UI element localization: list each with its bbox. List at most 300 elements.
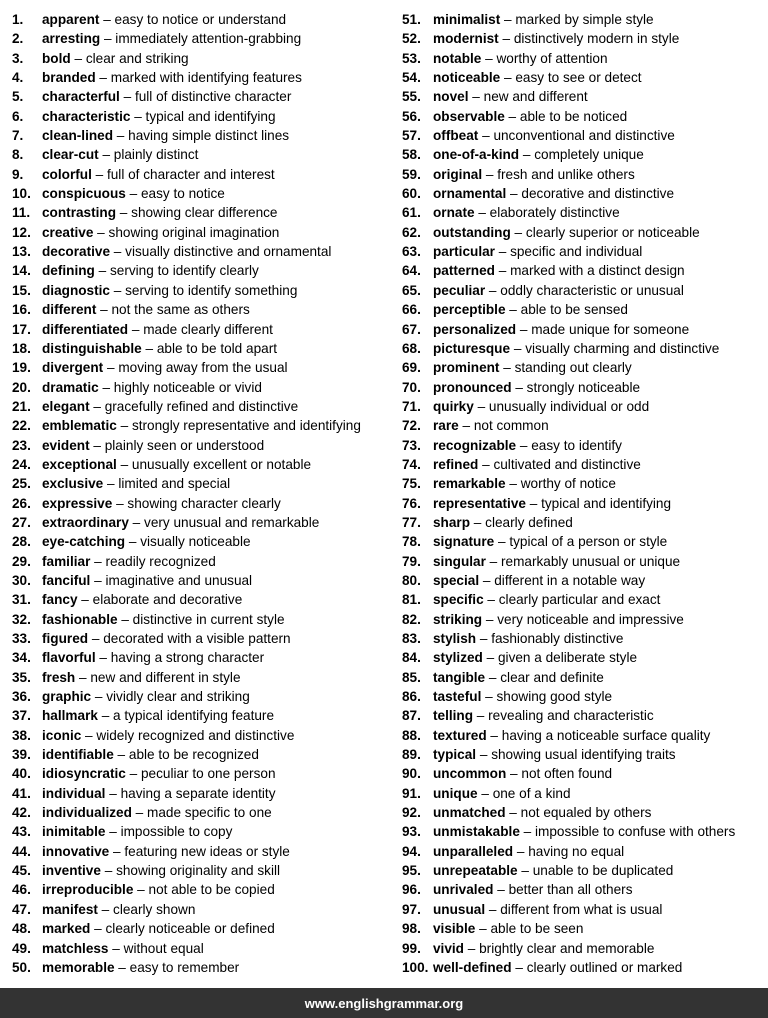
item-number: 64. — [402, 263, 421, 279]
list-item — [402, 648, 764, 667]
item-number: 45. — [12, 863, 31, 879]
item-number: 36. — [12, 689, 31, 705]
list-item — [12, 629, 390, 648]
list-item — [12, 687, 390, 706]
item-word: hallmark — [42, 708, 98, 724]
list-item — [12, 29, 390, 48]
item-number: 24. — [12, 456, 31, 472]
item-separator: – — [511, 379, 527, 395]
list-item — [12, 822, 390, 841]
item-separator: – — [498, 31, 514, 47]
item-definition: marked with a distinct design — [510, 263, 685, 279]
item-word: specific — [433, 592, 484, 608]
item-separator: – — [91, 166, 107, 182]
item-definition: visually noticeable — [140, 534, 251, 550]
item-word: eye-catching — [42, 534, 126, 550]
item-number: 31. — [12, 592, 31, 608]
list-item — [12, 571, 390, 590]
item-word: elegant — [42, 398, 90, 414]
item-number: 75. — [402, 476, 421, 492]
item-word: innovative — [42, 843, 110, 859]
item-word: prominent — [433, 360, 500, 376]
list-item — [402, 629, 764, 648]
item-number: 65. — [402, 282, 421, 298]
item-word: exclusive — [42, 476, 104, 492]
item-definition: full of distinctive character — [134, 89, 292, 105]
list-item — [402, 242, 764, 261]
list-item — [12, 784, 390, 803]
item-separator: – — [505, 302, 521, 318]
item-number: 42. — [12, 805, 31, 821]
item-word: patterned — [433, 263, 495, 279]
item-number: 61. — [402, 205, 421, 221]
item-number: 53. — [402, 50, 421, 66]
item-definition: distinctive in current style — [132, 611, 285, 627]
item-separator: – — [474, 205, 490, 221]
item-separator: – — [117, 611, 133, 627]
item-number: 49. — [12, 940, 31, 956]
item-number: 78. — [402, 534, 421, 550]
list-item — [402, 320, 764, 339]
item-word: contrasting — [42, 205, 117, 221]
list-item — [12, 49, 390, 68]
list-item — [12, 378, 390, 397]
item-number: 83. — [402, 631, 421, 646]
item-separator: – — [478, 456, 494, 472]
item-separator: – — [475, 921, 491, 937]
item-number: 99. — [402, 940, 421, 956]
item-definition: showing originality and skill — [116, 863, 281, 879]
item-definition: able to be told apart — [156, 340, 277, 356]
item-number: 90. — [402, 766, 421, 782]
item-number: 2. — [12, 31, 24, 47]
item-number: 27. — [12, 514, 31, 530]
item-word: novel — [433, 89, 469, 105]
item-separator: – — [77, 592, 93, 608]
item-definition: made clearly different — [143, 321, 273, 337]
item-separator: – — [482, 611, 498, 627]
item-number: 4. — [12, 70, 24, 86]
item-word: particular — [433, 244, 495, 260]
item-number: 34. — [12, 650, 31, 666]
item-number: 54. — [402, 70, 421, 86]
item-word: exceptional — [42, 456, 117, 472]
item-definition: oddly characteristic or unusual — [500, 282, 684, 298]
item-word: observable — [433, 108, 505, 124]
item-number: 16. — [12, 302, 31, 318]
item-separator: – — [485, 282, 501, 298]
item-separator: – — [485, 669, 501, 685]
list-item — [12, 939, 390, 958]
list-item — [12, 416, 390, 435]
item-separator: – — [113, 747, 129, 763]
item-word: recognizable — [433, 437, 517, 453]
item-separator: – — [516, 321, 532, 337]
item-word: fashionable — [42, 611, 118, 627]
item-word: fresh — [42, 669, 76, 685]
item-number: 56. — [402, 108, 421, 124]
item-definition: showing character clearly — [127, 495, 281, 511]
item-separator: – — [90, 921, 106, 937]
item-word: inimitable — [42, 824, 106, 840]
item-word: different — [42, 302, 97, 318]
list-item — [402, 610, 764, 629]
item-word: unusual — [433, 901, 486, 917]
item-separator: – — [116, 418, 132, 434]
item-number: 35. — [12, 669, 31, 685]
item-definition: very unusual and remarkable — [144, 514, 320, 530]
item-separator: – — [109, 282, 126, 298]
item-number: 87. — [402, 708, 421, 724]
item-number: 86. — [402, 689, 421, 705]
item-number: 1. — [12, 12, 24, 27]
item-word: apparent — [42, 12, 100, 27]
list-item — [402, 145, 764, 164]
item-definition: a typical identifying feature — [113, 708, 275, 724]
item-number: 6. — [12, 108, 24, 124]
item-word: dramatic — [42, 379, 99, 395]
list-item — [12, 513, 390, 532]
list-item — [402, 261, 764, 280]
list-item — [402, 745, 764, 764]
item-separator: – — [513, 843, 529, 859]
item-definition: different from what is usual — [500, 901, 663, 917]
list-item — [12, 900, 390, 919]
item-number: 55. — [402, 89, 421, 105]
item-number: 12. — [12, 224, 31, 240]
item-separator: – — [103, 476, 119, 492]
item-definition: clear and definite — [500, 669, 604, 685]
item-number: 100. — [402, 959, 429, 975]
item-definition: typical and identifying — [145, 108, 276, 124]
item-definition: marked with identifying features — [110, 70, 302, 86]
item-word: fanciful — [42, 572, 91, 588]
list-item — [12, 184, 390, 203]
item-number: 63. — [402, 244, 421, 260]
item-word: irreproducible — [42, 882, 134, 898]
list-item — [12, 300, 390, 319]
item-definition: standing out clearly — [514, 360, 632, 376]
item-separator: – — [99, 12, 115, 27]
item-number: 20. — [12, 379, 31, 395]
item-separator: – — [110, 244, 126, 260]
list-item — [12, 880, 390, 899]
item-word: special — [433, 572, 480, 588]
item-separator: – — [510, 340, 526, 356]
item-word: individual — [42, 785, 106, 801]
item-word: ornate — [433, 205, 475, 221]
list-item — [12, 455, 390, 474]
item-separator: – — [506, 186, 522, 202]
item-number: 22. — [12, 418, 31, 434]
item-word: bold — [42, 50, 71, 66]
list-item — [12, 261, 390, 280]
item-word: clean-lined — [42, 128, 114, 144]
item-number: 97. — [402, 901, 421, 917]
item-word: differentiated — [42, 321, 129, 337]
item-number: 52. — [402, 31, 421, 47]
item-definition: given a deliberate style — [498, 650, 638, 666]
item-separator: – — [130, 108, 146, 124]
item-number: 60. — [402, 186, 421, 202]
item-definition: having no equal — [528, 843, 625, 859]
item-separator: – — [128, 514, 145, 530]
item-definition: new and different — [483, 89, 588, 105]
item-separator: – — [468, 89, 484, 105]
item-word: memorable — [42, 959, 115, 975]
list-item — [402, 784, 764, 803]
item-separator: – — [519, 147, 535, 163]
item-definition: easy to notice — [140, 186, 225, 202]
item-definition: able to be seen — [490, 921, 584, 937]
item-definition: marked by simple style — [515, 12, 654, 27]
list-item — [402, 165, 764, 184]
item-definition: highly noticeable or vivid — [113, 379, 262, 395]
item-word: signature — [433, 534, 495, 550]
item-word: marked — [42, 921, 91, 937]
list-item — [402, 764, 764, 783]
item-word: visible — [433, 921, 476, 937]
item-definition: decorated with a visible pattern — [103, 631, 291, 646]
item-separator: – — [97, 708, 114, 724]
item-word: striking — [433, 611, 483, 627]
list-item — [12, 803, 390, 822]
list-item — [12, 668, 390, 687]
item-definition: visually distinctive and ornamental — [125, 244, 332, 260]
item-definition: full of character and interest — [106, 166, 275, 182]
item-separator: – — [476, 631, 492, 646]
item-definition: gracefully refined and distinctive — [104, 398, 299, 414]
item-definition: different in a notable way — [494, 572, 646, 588]
item-separator: – — [95, 650, 111, 666]
item-word: characterful — [42, 89, 120, 105]
item-separator: – — [131, 805, 148, 821]
item-word: rare — [433, 418, 459, 434]
list-item — [12, 861, 390, 880]
item-word: extraordinary — [42, 514, 129, 530]
list-item — [402, 49, 764, 68]
item-definition: revealing and characteristic — [488, 708, 654, 724]
item-definition: worthy of notice — [520, 476, 616, 492]
item-separator: – — [505, 476, 521, 492]
item-word: stylized — [433, 650, 483, 666]
item-word: clear-cut — [42, 147, 99, 163]
list-item — [402, 474, 764, 493]
item-number: 57. — [402, 128, 421, 144]
item-separator: – — [500, 12, 516, 27]
item-separator: – — [109, 843, 125, 859]
item-definition: strongly noticeable — [526, 379, 641, 395]
item-definition: moving away from the usual — [118, 360, 288, 376]
item-number: 98. — [402, 921, 421, 937]
item-word: outstanding — [433, 224, 511, 240]
list-item — [12, 842, 390, 861]
item-word: arresting — [42, 31, 101, 47]
list-item — [12, 610, 390, 629]
list-item — [12, 494, 390, 513]
list-item — [402, 300, 764, 319]
item-word: perceptible — [433, 302, 506, 318]
item-separator: – — [88, 631, 104, 646]
item-word: original — [433, 166, 483, 182]
item-definition: visually charming and distinctive — [525, 340, 720, 356]
item-separator: – — [505, 805, 521, 821]
item-separator: – — [477, 785, 493, 801]
item-number: 44. — [12, 843, 31, 859]
item-word: graphic — [42, 689, 92, 705]
list-item — [402, 455, 764, 474]
item-definition: showing good style — [496, 689, 613, 705]
item-definition: having a separate identity — [120, 785, 276, 801]
item-definition: better than all others — [508, 882, 633, 898]
list-item — [12, 397, 390, 416]
item-number: 93. — [402, 824, 421, 840]
list-item — [12, 87, 390, 106]
item-separator: – — [506, 766, 522, 782]
item-word: creative — [42, 224, 94, 240]
item-word: minimalist — [433, 12, 501, 27]
list-item — [402, 378, 764, 397]
list-item — [402, 397, 764, 416]
item-separator: – — [494, 534, 510, 550]
item-definition: worthy of attention — [496, 50, 608, 66]
item-separator: – — [525, 495, 542, 511]
item-number: 15. — [12, 282, 31, 298]
item-word: unparalleled — [433, 843, 514, 859]
item-definition: cultivated and distinctive — [493, 456, 641, 472]
item-separator: – — [89, 437, 105, 453]
item-definition: having simple distinct lines — [128, 128, 290, 144]
item-separator: – — [482, 166, 498, 182]
item-number: 28. — [12, 534, 31, 550]
item-definition: brightly clear and memorable — [479, 940, 655, 956]
item-number: 66. — [402, 302, 421, 318]
item-number: 50. — [12, 959, 31, 975]
item-separator: – — [98, 147, 114, 163]
list-item — [402, 416, 764, 435]
list-item — [402, 107, 764, 126]
item-separator: – — [510, 224, 526, 240]
item-definition: unusually individual or odd — [488, 398, 650, 414]
item-definition: made specific to one — [147, 805, 272, 821]
item-word: emblematic — [42, 418, 117, 434]
item-word: individualized — [42, 805, 132, 821]
item-definition: made unique for someone — [531, 321, 690, 337]
item-number: 71. — [402, 398, 421, 414]
list-item — [12, 10, 390, 29]
item-definition: without equal — [123, 940, 204, 956]
item-separator: – — [75, 669, 91, 685]
item-definition: unable to be duplicated — [532, 863, 674, 879]
item-definition: impossible to copy — [120, 824, 233, 840]
item-number: 82. — [402, 611, 421, 627]
item-number: 68. — [402, 340, 421, 356]
item-separator: – — [112, 495, 128, 511]
item-definition: showing clear difference — [131, 205, 278, 221]
list-item — [402, 68, 764, 87]
list-item — [402, 223, 764, 242]
item-number: 74. — [402, 456, 421, 472]
item-definition: showing original imagination — [108, 224, 280, 240]
item-number: 59. — [402, 166, 421, 182]
item-separator: – — [125, 534, 141, 550]
list-item — [402, 87, 764, 106]
item-separator: – — [493, 882, 509, 898]
item-word: pronounced — [433, 379, 512, 395]
item-word: evident — [42, 437, 90, 453]
item-definition: clearly defined — [485, 514, 573, 530]
item-number: 32. — [12, 611, 31, 627]
item-separator: – — [95, 70, 111, 86]
item-definition: easy to notice or understand — [114, 12, 287, 27]
item-separator: – — [516, 437, 532, 453]
list-item — [402, 552, 764, 571]
item-definition: having a noticeable surface quality — [501, 727, 711, 743]
item-number: 7. — [12, 128, 24, 144]
item-definition: impossible to confuse with others — [535, 824, 736, 840]
list-item — [12, 339, 390, 358]
item-separator: – — [470, 514, 486, 530]
item-definition: elaborate and decorative — [92, 592, 243, 608]
item-definition: able to be noticed — [519, 108, 628, 124]
item-word: conspicuous — [42, 186, 126, 202]
item-definition: widely recognized and distinctive — [96, 727, 295, 743]
item-word: flavorful — [42, 650, 96, 666]
item-word: unmatched — [433, 805, 506, 821]
item-word: inventive — [42, 863, 101, 879]
list-item — [402, 803, 764, 822]
item-word: noticeable — [433, 70, 501, 86]
item-definition: not common — [473, 418, 549, 434]
item-word: vivid — [433, 940, 464, 956]
item-definition: typical of a person or style — [509, 534, 668, 550]
list-item — [402, 919, 764, 938]
item-definition: plainly seen or understood — [104, 437, 265, 453]
list-item — [402, 203, 764, 222]
item-definition: not often found — [521, 766, 613, 782]
item-number: 19. — [12, 360, 31, 376]
item-word: unrivaled — [433, 882, 494, 898]
item-definition: decorative and distinctive — [521, 186, 675, 202]
list-item — [402, 436, 764, 455]
item-separator: – — [90, 553, 106, 569]
item-definition: clearly superior or noticeable — [525, 224, 700, 240]
list-item — [12, 552, 390, 571]
item-number: 84. — [402, 650, 421, 666]
item-definition: plainly distinct — [113, 147, 199, 163]
item-word: quirky — [433, 398, 474, 414]
item-word: figured — [42, 631, 89, 646]
item-number: 89. — [402, 747, 421, 763]
item-separator: – — [479, 572, 495, 588]
item-number: 33. — [12, 631, 31, 646]
item-number: 26. — [12, 495, 31, 511]
footer-bar — [0, 988, 768, 1018]
item-definition: strongly representative and identifying — [131, 418, 361, 434]
item-separator: – — [70, 50, 86, 66]
item-number: 88. — [402, 727, 421, 743]
list-item — [402, 726, 764, 745]
item-word: refined — [433, 456, 479, 472]
item-separator: – — [114, 959, 130, 975]
item-number: 30. — [12, 572, 31, 588]
item-definition: typical and identifying — [541, 495, 672, 511]
item-word: well-defined — [433, 959, 512, 975]
list-item — [12, 320, 390, 339]
item-number: 41. — [12, 785, 31, 801]
list-item — [12, 764, 390, 783]
list-item — [12, 532, 390, 551]
